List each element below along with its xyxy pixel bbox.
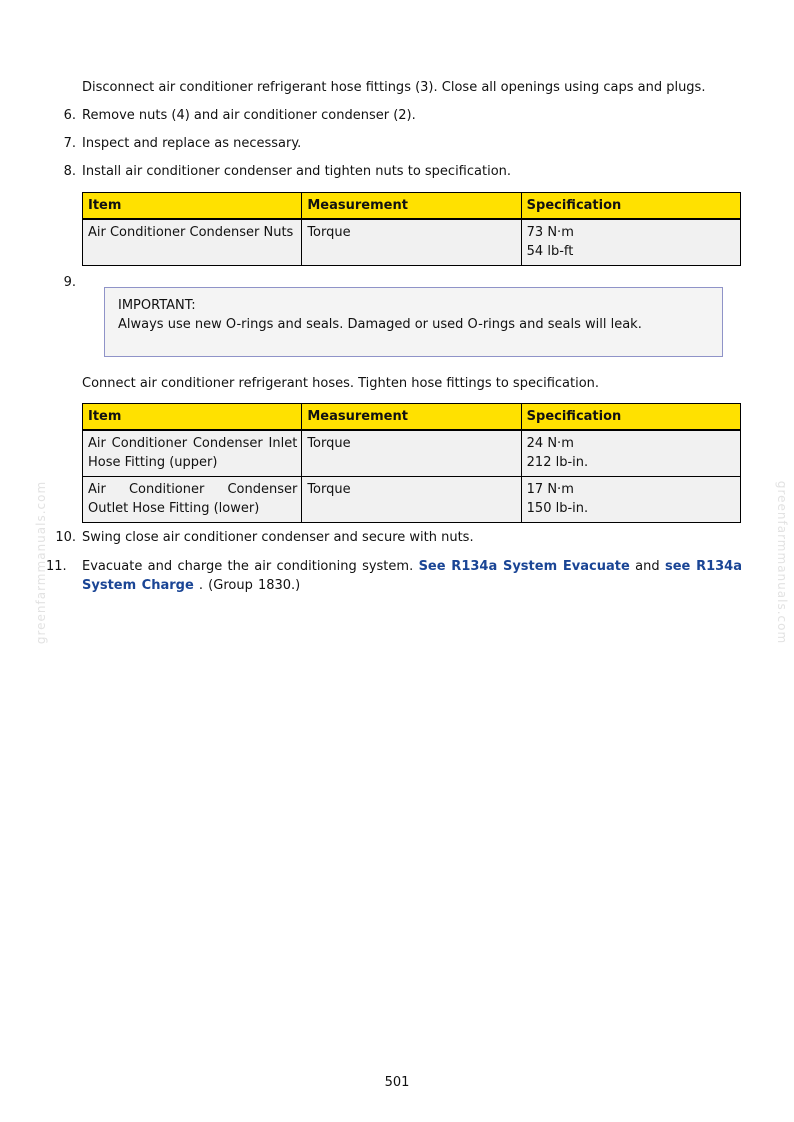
cell-item: Air Conditioner Condenser Nuts	[83, 219, 302, 266]
table-row	[83, 219, 741, 266]
spec-metric: 73 N·m	[526, 225, 574, 240]
step-text: Evacuate and charge the air conditioning system.	[82, 559, 414, 574]
step-text: Install air conditioner condenser and tighten nuts to specification.	[82, 164, 512, 179]
step-8	[63, 162, 742, 181]
torque-table-condenser-nuts	[82, 192, 741, 266]
important-text: Always use new O-rings and seals. Damaged or used O-rings and seals will leak.	[118, 317, 642, 332]
cell-item: Air Conditioner Condenser Inlet Hose Fitting (upper)	[83, 430, 302, 477]
step-number: 10.	[55, 530, 76, 545]
important-title: IMPORTANT:	[118, 298, 196, 313]
header-measurement: Measurement	[302, 193, 521, 220]
step-text: Swing close air conditioner condenser and secure with nuts.	[82, 530, 474, 545]
spec-imperial: 54 lb-ft	[526, 244, 574, 259]
table-row	[83, 430, 741, 477]
header-specification: Specification	[521, 193, 740, 220]
step-7	[63, 134, 742, 153]
cell-measurement: Torque	[302, 219, 521, 266]
header-specification: Specification	[521, 404, 740, 431]
link-r134a-charge[interactable]: see R134a System Charge	[82, 559, 742, 593]
cell-measurement: Torque	[302, 477, 521, 523]
spec-imperial: 150 lb-in.	[526, 501, 589, 516]
step-number: 6.	[63, 108, 76, 123]
spec-metric: 17 N·m	[526, 482, 574, 497]
step-number: 11.	[46, 559, 67, 574]
step-text: Remove nuts (4) and air conditioner condenser (2).	[82, 108, 416, 123]
header-measurement: Measurement	[302, 404, 521, 431]
watermark-right: greenfarmmanuals.com	[775, 480, 790, 645]
cell-specification	[521, 219, 740, 266]
watermark-left: greenfarmmanuals.com	[34, 480, 49, 645]
cell-measurement: Torque	[302, 430, 521, 477]
step-number: 9.	[63, 275, 76, 290]
step-number: 7.	[63, 136, 76, 151]
step-text: . (Group 1830.)	[198, 578, 301, 593]
cell-specification	[521, 430, 740, 477]
table-header-row	[83, 404, 741, 431]
intro-paragraph: Disconnect air conditioner refrigerant hose fittings (3). Close all openings using caps and plugs.	[82, 80, 706, 95]
step-text: Inspect and replace as necessary.	[82, 136, 302, 151]
step-6	[63, 106, 742, 125]
step-number: 8.	[63, 164, 76, 179]
header-item: Item	[83, 193, 302, 220]
spec-metric: 24 N·m	[526, 436, 574, 451]
torque-table-hose-fittings	[82, 403, 741, 523]
step-10	[55, 528, 742, 547]
header-item: Item	[83, 404, 302, 431]
spec-imperial: 212 lb-in.	[526, 455, 589, 470]
table-header-row	[83, 193, 741, 220]
connect-paragraph: Connect air conditioner refrigerant hoses. Tighten hose fittings to specification.	[82, 376, 600, 391]
table-row	[83, 477, 741, 523]
link-r134a-evacuate[interactable]: See R134a System Evacuate	[418, 559, 630, 574]
important-notice	[104, 287, 723, 357]
page-number: 501	[384, 1075, 410, 1090]
step-11	[46, 557, 742, 595]
cell-specification	[521, 477, 740, 523]
cell-item: Air Conditioner Condenser Outlet Hose Fitting (lower)	[83, 477, 302, 523]
step-text: and	[635, 559, 660, 574]
